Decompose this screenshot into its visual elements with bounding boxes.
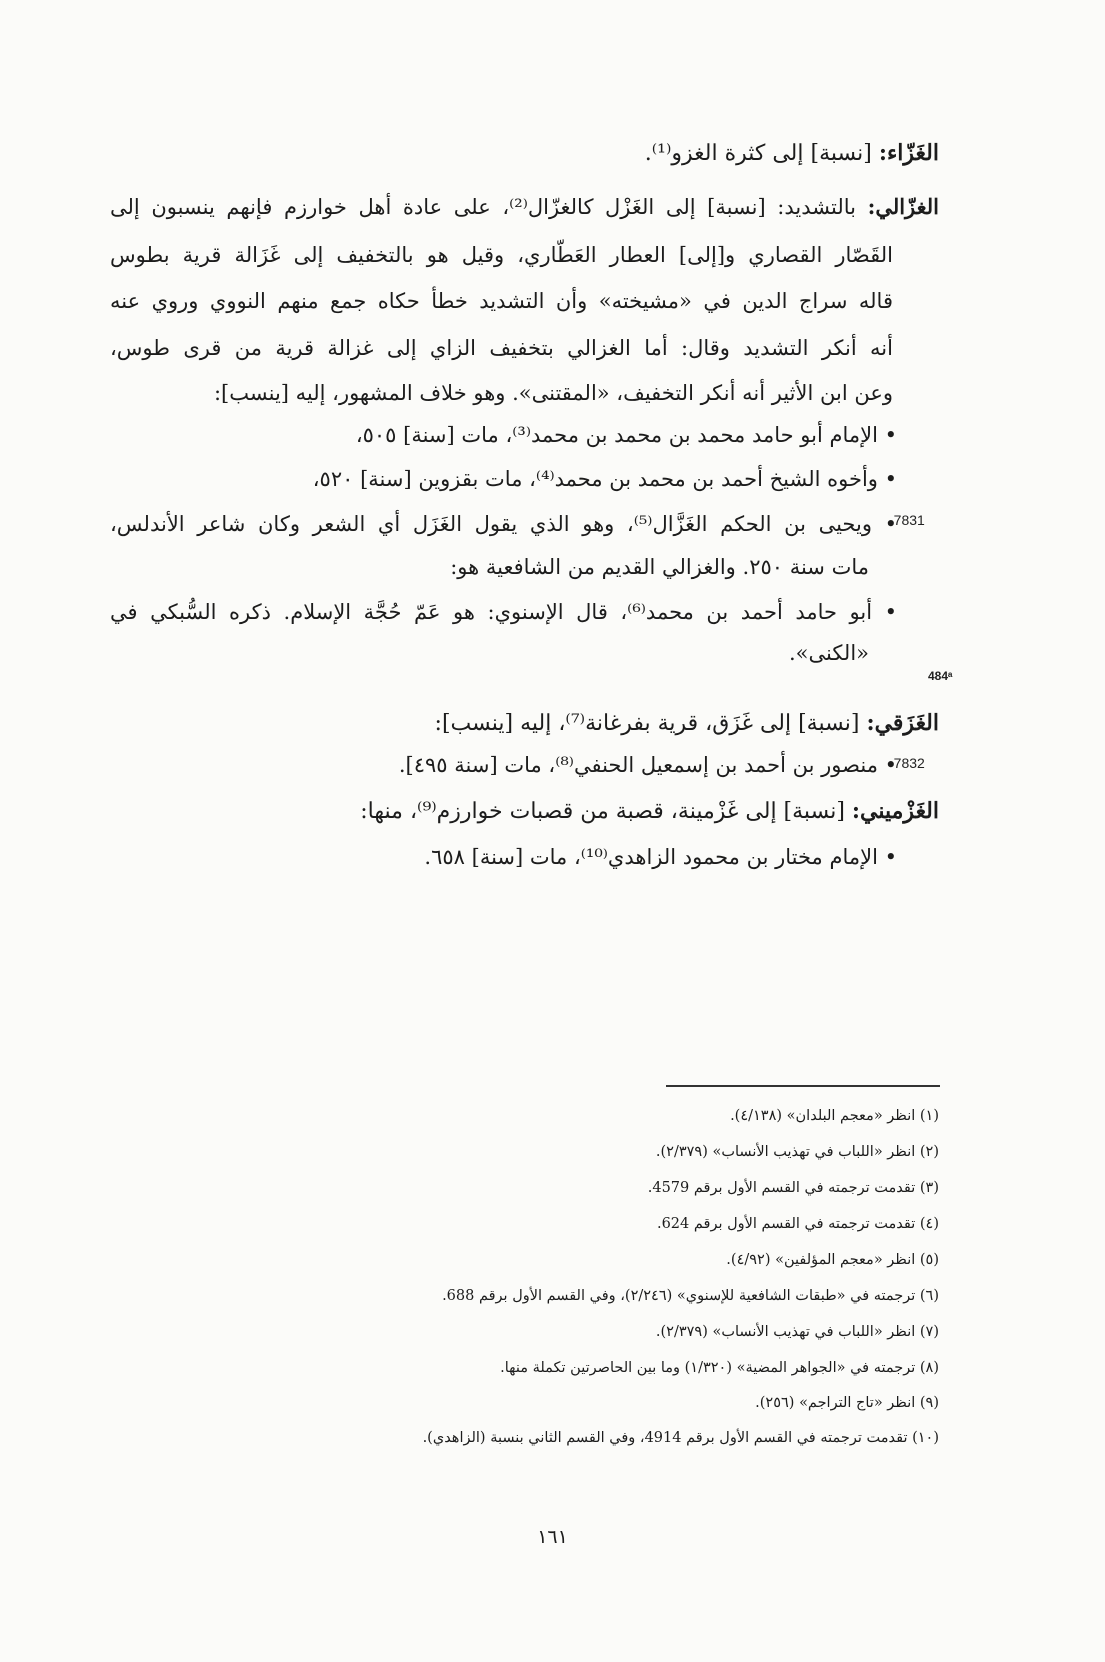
body-line: القَصّار القصاري و[إلى] العطار العَطّاري، وقيل هو بالتخفيف إلى غَزَالة قرية بطوس — [110, 243, 893, 267]
body-line: مات سنة ٢٥٠. والغزالي القديم من الشافعية هو: — [450, 555, 869, 579]
body-line: أنه أنكر التشديد وقال: أما الغزالي بتخفيف الزاي إلى غزالة قرية من قرى طوس، — [110, 336, 893, 360]
entry-term: الغَزَقي: — [866, 710, 939, 736]
entry-text: [نسبة] إلى كثرة الغزو⁽¹⁾. — [644, 141, 879, 166]
entry-text: [نسبة] إلى غَزَق، قرية بفرغانة⁽⁷⁾، إليه [ينسب]: — [434, 711, 867, 736]
footnote-rule — [666, 1085, 940, 1087]
footnote: (٥) انظر «معجم المؤلفين» (٤/٩٢). — [726, 1252, 939, 1268]
entry-ghazaqi — [435, 708, 939, 739]
entry-text: بالتشديد: [نسبة] إلى الغَزْل كالغزّال⁽²⁾، على عادة أهل خوارزم فإنهم ينسبون إلى — [110, 195, 868, 219]
body-line: «الكنى». — [788, 641, 869, 665]
margin-entry-number: -7831 — [889, 512, 925, 528]
body-line: وعن ابن الأثير أنه أنكر التخفيف، «المقتنى». وهو خلاف المشهور، إليه [ينسب]: — [213, 381, 893, 405]
entry-text: [نسبة] إلى غَزْمينة، قصبة من قصبات خوارزم⁽⁹⁾، منها: — [360, 799, 852, 824]
footnote: (٢) انظر «اللباب في تهذيب الأنساب» (٢/٣٧٩). — [655, 1144, 939, 1160]
manuscript-page-marker: 484ᵃ — [928, 669, 953, 683]
footnote: (٧) انظر «اللباب في تهذيب الأنساب» (٢/٣٧٩). — [655, 1324, 939, 1340]
list-item: • منصور بن أحمد بن إسمعيل الحنفي⁽⁸⁾، مات [سنة ٤٩٥]. — [398, 753, 897, 777]
list-item: • الإمام أبو حامد محمد بن محمد بن محمد⁽³⁾، مات [سنة] ٥٠٥، — [355, 423, 897, 447]
footnote: (١) انظر «معجم البلدان» (٤/١٣٨). — [730, 1108, 939, 1124]
entry-term: الغَزّاء: — [878, 140, 939, 166]
footnote: (١٠) تقدمت ترجمته في القسم الأول برقم 4914، وفي القسم الثاني بنسبة (الزاهدي). — [422, 1430, 939, 1446]
list-item: • ويحيى بن الحكم الغَزَّال⁽⁵⁾، وهو الذي يقول الغَزَل أي الشعر وكان شاعر الأندلس، — [110, 512, 897, 536]
list-item: • وأخوه الشيخ أحمد بن محمد بن محمد⁽⁴⁾، مات بقزوين [سنة] ٥٢٠، — [312, 467, 897, 491]
entry-ghazzaa — [645, 138, 939, 169]
footnote: (٨) ترجمته في «الجواهر المضية» (١/٣٢٠) وما بين الحاصرتين تكملة منها. — [500, 1360, 939, 1376]
margin-entry-number: -7832 — [889, 755, 925, 771]
list-item: • أبو حامد أحمد بن محمد⁽⁶⁾، قال الإسنوي: هو عَمّ حُجَّة الإسلام. ذكره السُّبكي في — [110, 600, 897, 624]
footnote: (٤) تقدمت ترجمته في القسم الأول برقم 624. — [656, 1216, 939, 1232]
list-item: • الإمام مختار بن محمود الزاهدي⁽¹⁰⁾، مات [سنة] ٦٥٨. — [424, 845, 897, 869]
footnote: (٦) ترجمته في «طبقات الشافعية للإسنوي» (٢/٢٤٦)، وفي القسم الأول برقم 688. — [442, 1288, 939, 1304]
entry-term: الغزّالي: — [867, 194, 940, 219]
footnote: (٩) انظر «تاج التراجم» (٢٥٦). — [755, 1395, 939, 1411]
page-number: ١٦١ — [537, 1526, 568, 1548]
entry-term: الغَزْميني: — [851, 798, 939, 824]
entry-ghazmini — [360, 796, 939, 827]
entry-ghazzali — [110, 192, 939, 222]
body-line: قاله سراج الدين في «مشيخته» وأن التشديد خطأ حكاه جمع منهم النووي وروي عنه — [110, 289, 893, 313]
footnote: (٣) تقدمت ترجمته في القسم الأول برقم 4579. — [647, 1180, 939, 1196]
